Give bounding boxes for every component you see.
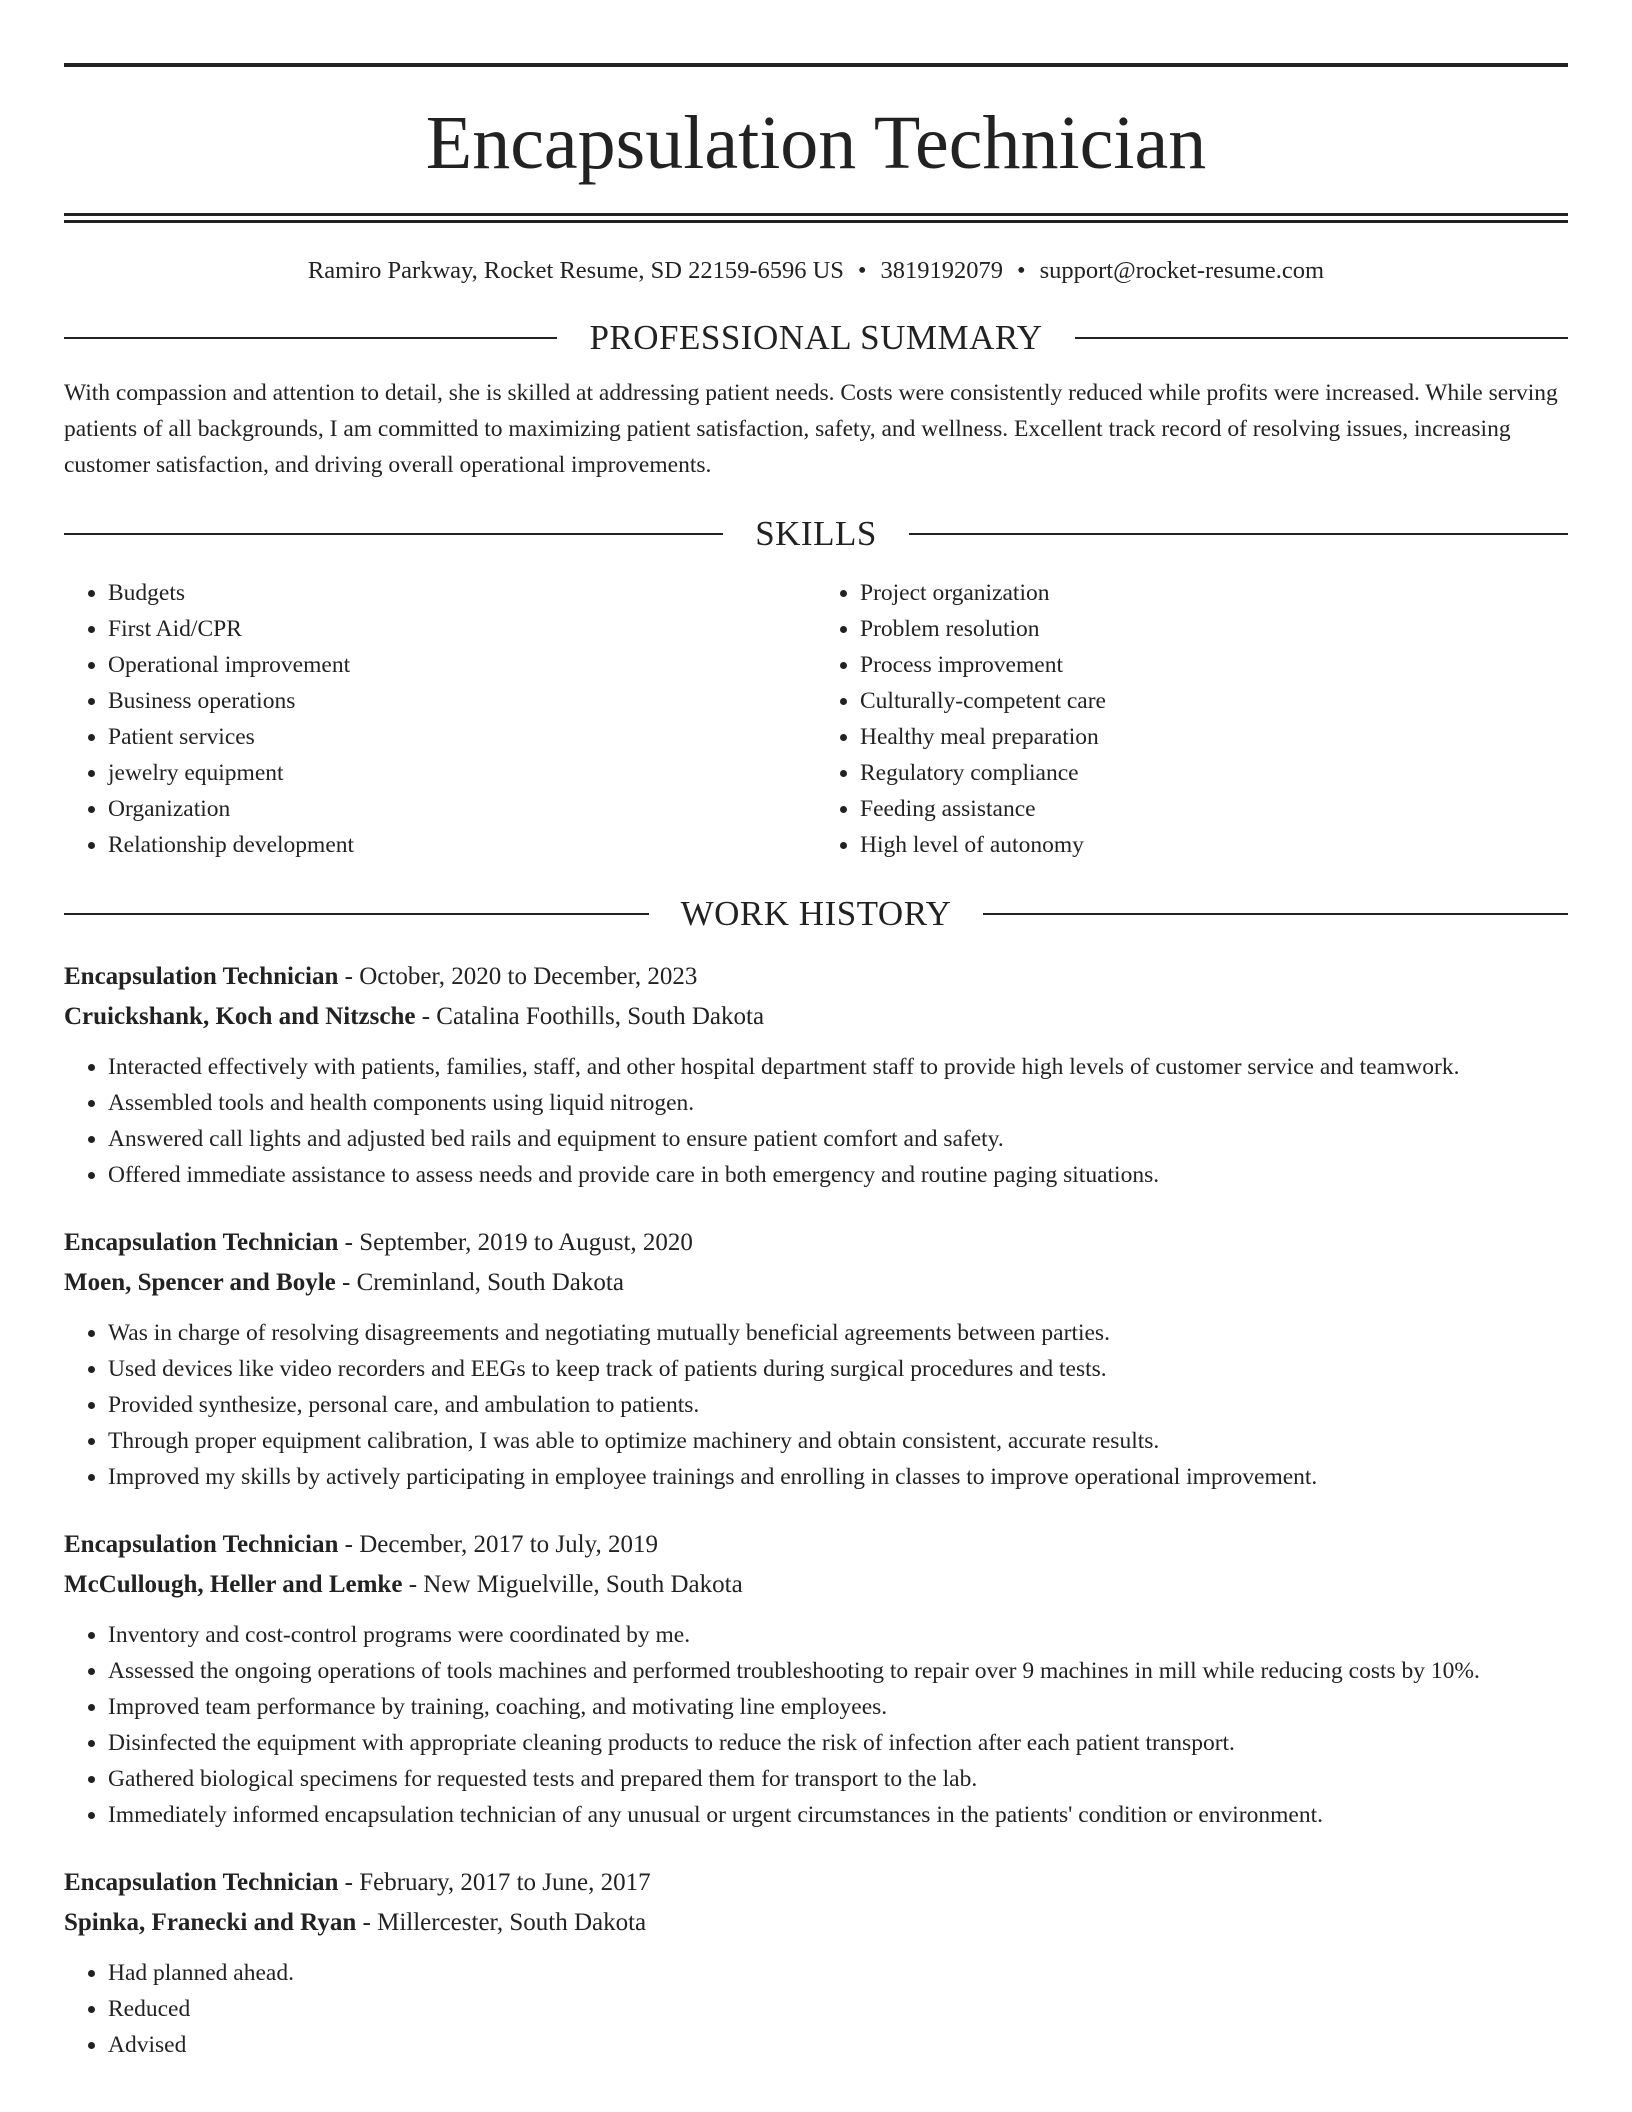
job-bullet: • Improved team performance by training, coaching, and motivating line employees. [108,1689,1568,1725]
job-entry [64,1863,1568,2063]
job-company: Cruickshank, Koch and Nitzsche [64,1003,416,1030]
job-bullet: • Used devices like video recorders and EEGs to keep track of patients during surgical procedures and tests. [108,1351,1568,1387]
job-company-line [64,1263,1568,1303]
job-company: Moen, Spencer and Boyle [64,1269,336,1296]
job-dates: - October, 2020 to December, 2023 [338,963,698,990]
contact-phone: 3819192079 [880,257,1003,284]
job-bullet: • Offered immediate assistance to assess needs and provide care in both emergency and routine paging situations. [108,1157,1568,1193]
heading-rule [1075,337,1568,339]
job-dates: - February, 2017 to June, 2017 [338,1869,651,1896]
job-entry [64,1223,1568,1495]
job-title: Encapsulation Technician [64,1869,339,1896]
work-section-heading [64,891,1568,937]
skill-item: • Operational improvement [108,647,816,683]
job-dates: - December, 2017 to July, 2019 [338,1531,658,1558]
job-title: Encapsulation Technician [64,1229,339,1256]
contact-separator: • [857,257,867,284]
heading-rule [64,913,649,915]
contact-email: support@rocket-resume.com [1039,257,1325,284]
job-title-line [64,1863,1568,1903]
job-bullet: • Answered call lights and adjusted bed rails and equipment to ensure patient comfort and safety. [108,1121,1568,1157]
skill-item: • jewelry equipment [108,755,816,791]
skill-item: • Culturally-competent care [860,683,1568,719]
job-bullet: • Had planned ahead. [108,1955,1568,1991]
section-title: SKILLS [755,514,877,553]
skills-column-left [64,575,816,863]
skill-item: • Organization [108,791,816,827]
job-bullet: • Was in charge of resolving disagreements and negotiating mutually beneficial agreements between parties. [108,1315,1568,1351]
job-title: Encapsulation Technician [64,963,339,990]
job-entry [64,957,1568,1193]
heading-rule [64,533,723,535]
job-bullet: • Assembled tools and health components using liquid nitrogen. [108,1085,1568,1121]
section-title: PROFESSIONAL SUMMARY [589,318,1043,357]
skills-section-heading [64,511,1568,557]
job-bullets [64,1315,1568,1495]
skill-item: • Patient services [108,719,816,755]
job-bullets [64,1617,1568,1833]
job-title-line [64,1525,1568,1565]
skill-item: • Budgets [108,575,816,611]
job-company: Spinka, Franecki and Ryan [64,1909,357,1936]
job-location: - Millercester, South Dakota [356,1909,647,1936]
job-location: - Creminland, South Dakota [335,1269,624,1296]
contact-address: Ramiro Parkway, Rocket Resume, SD 22159-6596 US [307,257,844,284]
title-double-rule [64,213,1568,223]
skill-item: • Healthy meal preparation [860,719,1568,755]
job-bullet: • Assessed the ongoing operations of tools machines and performed troubleshooting to repair over 9 machines in mill while reducing costs by 10%. [108,1653,1568,1689]
summary-text: With compassion and attention to detail, she is skilled at addressing patient needs. Costs were consistently reduced while profits were increased. While serving patients of all backgrounds, I am committed to maximizing patient satisfaction, safety, and wellness. Excellent track record of resolving issues, increasing customer satisfaction, and driving overall operational improvements. [64,380,1558,478]
job-bullets [64,1955,1568,2063]
skill-item: • Feeding assistance [860,791,1568,827]
heading-rule [909,533,1568,535]
skill-item: • Business operations [108,683,816,719]
job-bullet: • Provided synthesize, personal care, and ambulation to patients. [108,1387,1568,1423]
job-bullet: • Through proper equipment calibration, I was able to optimize machinery and obtain consistent, accurate results. [108,1423,1568,1459]
job-bullet: • Immediately informed encapsulation technician of any unusual or urgent circumstances in the patients' condition or environment. [108,1797,1568,1833]
job-bullets [64,1049,1568,1193]
job-bullet: • Advised [108,2027,1568,2063]
job-bullet: • Interacted effectively with patients, families, staff, and other hospital department staff to provide high levels of customer service and teamwork. [108,1049,1568,1085]
contact-line [64,255,1568,287]
job-company: McCullough, Heller and Lemke [64,1571,403,1598]
job-location: - New Miguelville, South Dakota [402,1571,743,1598]
heading-rule [983,913,1568,915]
job-title-line [64,957,1568,997]
skill-item: • Process improvement [860,647,1568,683]
job-dates: - September, 2019 to August, 2020 [338,1229,693,1256]
job-bullet: • Improved my skills by actively participating in employee trainings and enrolling in classes to improve operational improvement. [108,1459,1568,1495]
job-entry [64,1525,1568,1833]
job-location: - Catalina Foothills, South Dakota [415,1003,765,1030]
page-title: Encapsulation Technician [425,101,1207,185]
skills-column-right [816,575,1568,863]
contact-separator: • [1017,257,1026,284]
job-company-line [64,1565,1568,1605]
skill-item: • Problem resolution [860,611,1568,647]
skill-item: • High level of autonomy [860,827,1568,863]
skill-item: • Regulatory compliance [860,755,1568,791]
job-title-line [64,1223,1568,1263]
job-bullet: • Reduced [108,1991,1568,2027]
skill-item: • First Aid/CPR [108,611,816,647]
skills-list [64,575,1568,863]
resume-page [64,63,1568,2063]
job-company-line [64,997,1568,1037]
job-title: Encapsulation Technician [64,1531,339,1558]
job-bullet: • Disinfected the equipment with appropriate cleaning products to reduce the risk of infection after each patient transport. [108,1725,1568,1761]
summary-section-heading [64,315,1568,361]
skill-item: • Project organization [860,575,1568,611]
section-title: WORK HISTORY [680,894,952,933]
job-bullet: • Gathered biological specimens for requested tests and prepared them for transport to the lab. [108,1761,1568,1797]
job-company-line [64,1903,1568,1943]
skill-item: • Relationship development [108,827,816,863]
heading-rule [64,337,557,339]
job-bullet: • Inventory and cost-control programs were coordinated by me. [108,1617,1568,1653]
